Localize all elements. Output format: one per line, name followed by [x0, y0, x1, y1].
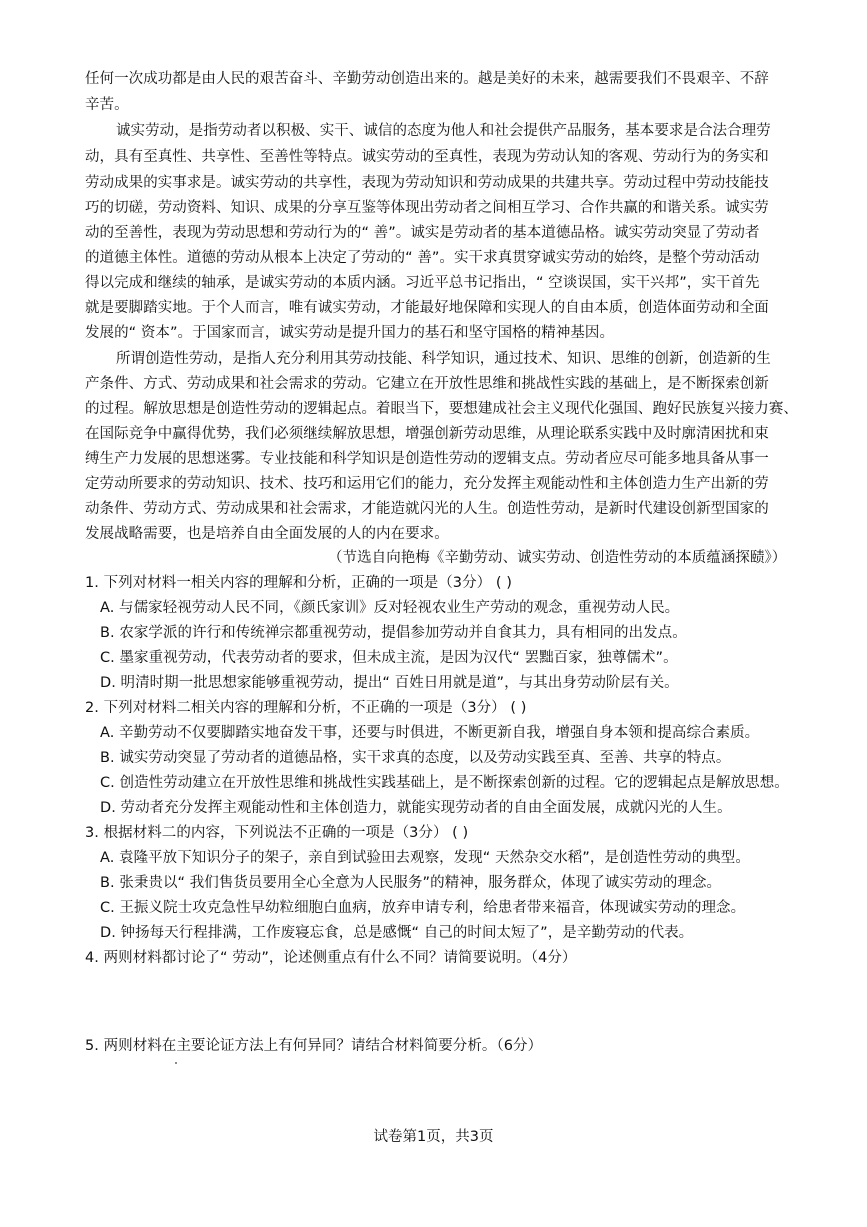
passage-line: 巧的切磋，劳动资料、知识、成果的分享互鉴等体现出劳动者之间相互学习、合作共赢的和谐关系。诚实劳	[85, 200, 769, 216]
passage-line: 辛苦。	[85, 97, 129, 113]
passage-line: 定劳动所要求的劳动知识、技术、技巧和运用它们的能力，充分发挥主观能动性和主体创造力生产出新的劳	[85, 476, 769, 492]
passage-line: 发展的“ 资本”。于国家而言，诚实劳动是提升国力的基石和坚守国格的精神基因。	[85, 325, 615, 341]
question-stem: 1. 下列对材料一相关内容的理解和分析，正确的一项是（3分） ( )	[85, 575, 512, 591]
option-c: C. 王振义院士攻克急性早幼粒细胞白血病，放弃申请专利，给患者带来福音，体现诚实劳动的理念。	[100, 900, 746, 916]
passage-line: 发展战略需要，也是培养自由全面发展的人的内在要求。	[85, 526, 449, 542]
passage-source: （节选自向艳梅《辛勤劳动、诚实劳动、创造性劳动的本质蕴涵探赜》）	[328, 550, 787, 566]
option-d: D. 劳动者充分发挥主观能动性和主体创造力，就能实现劳动者的自由全面发展，成就闪光的人生。	[100, 800, 732, 816]
question-5: 5. 两则材料在主要论证方法上有何异同？请结合材料简要分析。（6分）	[85, 1038, 543, 1054]
passage-line: 劳动成果的实事求是。诚实劳动的共享性，表现为劳动知识和劳动成果的共建共享。劳动过程中劳动技能技	[85, 175, 769, 191]
passage-line: 动，具有至真性、共享性、至善性等特点。诚实劳动的至真性，表现为劳动认知的客观、劳动行为的务实和	[85, 149, 769, 165]
option-b: B. 农家学派的许行和传统禅宗都重视劳动，提倡参加劳动并自食其力，具有相同的出发点。	[100, 625, 687, 641]
option-a: A. 与儒家轻视劳动人民不同，《颜氏家训》反对轻视农业生产劳动的观念，重视劳动人民。	[100, 600, 680, 616]
option-c: C. 墨家重视劳动，代表劳动者的要求，但未成主流，是因为汉代“ 罢黜百家，独尊儒术”。	[100, 650, 678, 666]
page-footer: 试卷第1页，共3页	[373, 1129, 494, 1145]
passage-line: 诚实劳动，是指劳动者以积极、实干、诚信的态度为他人和社会提供产品服务，基本要求是合法合理劳	[116, 123, 771, 139]
question-4: 4. 两则材料都讨论了“ 劳动”，论述侧重点有什么不同？请简要说明。（4分）	[85, 950, 577, 966]
passage-line: 动条件、劳动方式、劳动成果和社会需求，才能造就闪光的人生。创造性劳动，是新时代建设创新型国家的	[85, 501, 769, 517]
passage-line: 产条件、方式、劳动成果和社会需求的劳动。它建立在开放性思维和挑战性实践的基础上，是不断探索创新	[85, 376, 769, 392]
passage-line: 所谓创造性劳动，是指人充分利用其劳动技能、科学知识，通过技术、知识、思维的创新，创造新的生	[116, 351, 771, 367]
passage-line: 就是要脚踏实地。于个人而言，唯有诚实劳动，才能最好地保障和实现人的自由本质，创造体面劳动和全面	[85, 300, 769, 316]
passage-line: 的道德主体性。道德的劳动从根本上决定了劳动的“ 善”。实干求真贯穿诚实劳动的始终，是整个劳动活动	[85, 250, 760, 266]
option-b: B. 张秉贵以“ 我们售货员要用全心全意为人民服务”的精神，服务群众，体现了诚实劳动的理念。	[100, 875, 722, 891]
option-a: A. 辛勤劳动不仅要脚踏实地奋发干事，还要与时俱进，不断更新自我，增强自身本领和提高综合素质。	[100, 725, 760, 741]
question-stem: 3. 根据材料二的内容，下列说法不正确的一项是（3分） ( )	[85, 825, 469, 841]
passage-line: 动的至善性，表现为劳动思想和劳动行为的“ 善”。诚实是劳动者的基本道德品格。诚实劳动突显了劳动者	[85, 225, 760, 241]
option-c: C. 创造性劳动建立在开放性思维和挑战性实践基础上，是不断探索创新的过程。它的逻辑起点是解放思想。	[100, 775, 789, 791]
passage-line: 缚生产力发展的思想迷雾。专业技能和科学知识是创造性劳动的逻辑支点。劳动者应尽可能多地具备从事一	[85, 451, 769, 467]
question-stem: 2. 下列对材料二相关内容的理解和分析，不正确的一项是（3分） ( )	[85, 700, 527, 716]
option-d: D. 钟扬每天行程排满，工作废寝忘食，总是感慨“ 自己的时间太短了”，是辛勤劳动的代表。	[100, 925, 694, 941]
passage-line: 得以完成和继续的轴承，是诚实劳动的本质内涵。习近平总书记指出，“ 空谈误国，实干兴邦”，实干首先	[85, 275, 760, 291]
option-d: D. 明清时期一批思想家能够重视劳动，提出“ 百姓日用就是道”，与其出身劳动阶层有关。	[100, 675, 679, 691]
passage-line: 任何一次成功都是由人民的艰苦奋斗、辛勤劳动创造出来的。越是美好的未来，越需要我们不畏艰辛、不辞	[85, 71, 769, 87]
passage-line: 在国际竞争中赢得优势，我们必须继续解放思想，增强创新劳动思维，从理论联系实践中及时廓清困扰和束	[85, 426, 769, 442]
scan-speck	[175, 1062, 177, 1064]
option-a: A. 袁隆平放下知识分子的架子，亲自到试验田去观察，发现“ 天然杂交水稻”，是创造性劳动的典型。	[100, 850, 750, 866]
passage-line: 的过程。解放思想是创造性劳动的逻辑起点。着眼当下，要想建成社会主义现代化强国、跑好民族复兴接力赛、	[85, 401, 798, 417]
option-b: B. 诚实劳动突显了劳动者的道德品格，实干求真的态度，以及劳动实践至真、至善、共享的特点。	[100, 750, 731, 766]
